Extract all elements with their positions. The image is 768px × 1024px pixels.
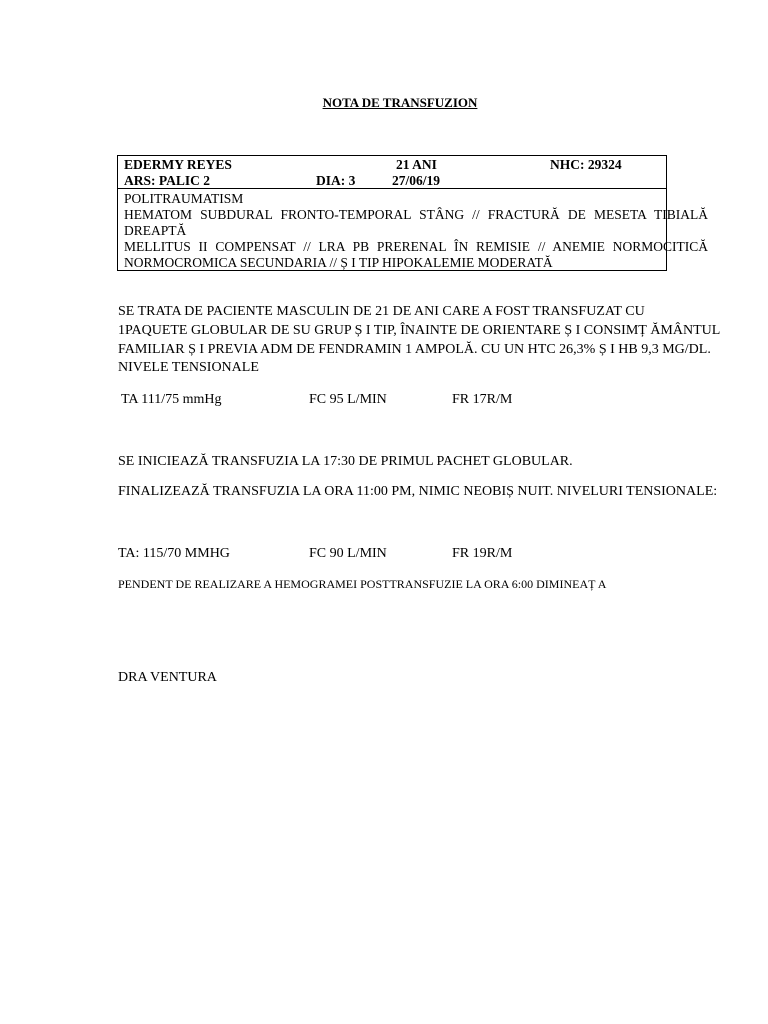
header-divider bbox=[118, 188, 666, 189]
patient-dia: DIA: 3 bbox=[316, 173, 356, 188]
vitals-ta-before: TA 111/75 mmHg bbox=[121, 392, 222, 407]
vitals-fc-after: FC 90 L/MIN bbox=[309, 546, 387, 561]
patient-header-box bbox=[117, 155, 708, 271]
doctor-signature: DRA VENTURA bbox=[118, 670, 217, 685]
patient-date: 27/06/19 bbox=[392, 173, 441, 188]
patient-name: EDERMY REYES bbox=[124, 157, 232, 172]
vitals-fr-before: FR 17R/M bbox=[452, 392, 513, 407]
vitals-fc-before: FC 95 L/MIN bbox=[309, 392, 387, 407]
diagnosis-line: POLITRAUMATISM bbox=[124, 191, 244, 206]
transfusion-start: SE INICIEAZĂ TRANSFUZIA LA 17:30 DE PRIMUL PACHET GLOBULAR. bbox=[118, 454, 573, 469]
summary-line: NIVELE TENSIONALE bbox=[118, 360, 259, 375]
patient-ars: ARS: PALIC 2 bbox=[124, 173, 211, 188]
summary-line: 1PAQUETE GLOBULAR DE SU GRUP Ș I TIP, ÎNAINTE DE ORIENTARE Ș I CONSIMȚ ĂMÂNTUL bbox=[118, 323, 721, 338]
diagnosis-line: HEMATOM SUBDURAL FRONTO-TEMPORAL STÂNG // FRACTURĂ DE MESETA TIBIALĂ bbox=[124, 207, 708, 222]
transfusion-end: FINALIZEAZĂ TRANSFUZIA LA ORA 11:00 PM, NIMIC NEOBIȘ NUIT. NIVELURI TENSIONALE: bbox=[118, 484, 718, 499]
patient-age: 21 ANI bbox=[396, 157, 437, 172]
summary-line: SE TRATA DE PACIENTE MASCULIN DE 21 DE ANI CARE A FOST TRANSFUZAT CU bbox=[118, 304, 645, 319]
document-title: NOTA DE TRANSFUZION bbox=[322, 95, 478, 110]
diagnosis-line: DREAPTĂ bbox=[124, 223, 187, 238]
vitals-ta-after: TA: 115/70 MMHG bbox=[118, 546, 230, 561]
diagnosis-line: MELLITUS II COMPENSAT // LRA PB PRERENAL ÎN REMISIE // ANEMIE NORMOCITICĂ bbox=[124, 239, 708, 254]
patient-nhc: NHC: 29324 bbox=[550, 157, 622, 172]
vitals-fr-after: FR 19R/M bbox=[452, 546, 513, 561]
pending-note: PENDENT DE REALIZARE A HEMOGRAMEI POSTTRANSFUZIE LA ORA 6:00 DIMINEAȚ A bbox=[118, 577, 607, 591]
diagnosis-line: NORMOCROMICA SECUNDARIA // Ș I TIP HIPOKALEMIE MODERATĂ bbox=[124, 255, 553, 270]
summary-line: FAMILIAR Ș I PREVIA ADM DE FENDRAMIN 1 AMPOLĂ. CU UN HTC 26,3% Ș I HB 9,3 MG/DL. bbox=[118, 342, 711, 357]
